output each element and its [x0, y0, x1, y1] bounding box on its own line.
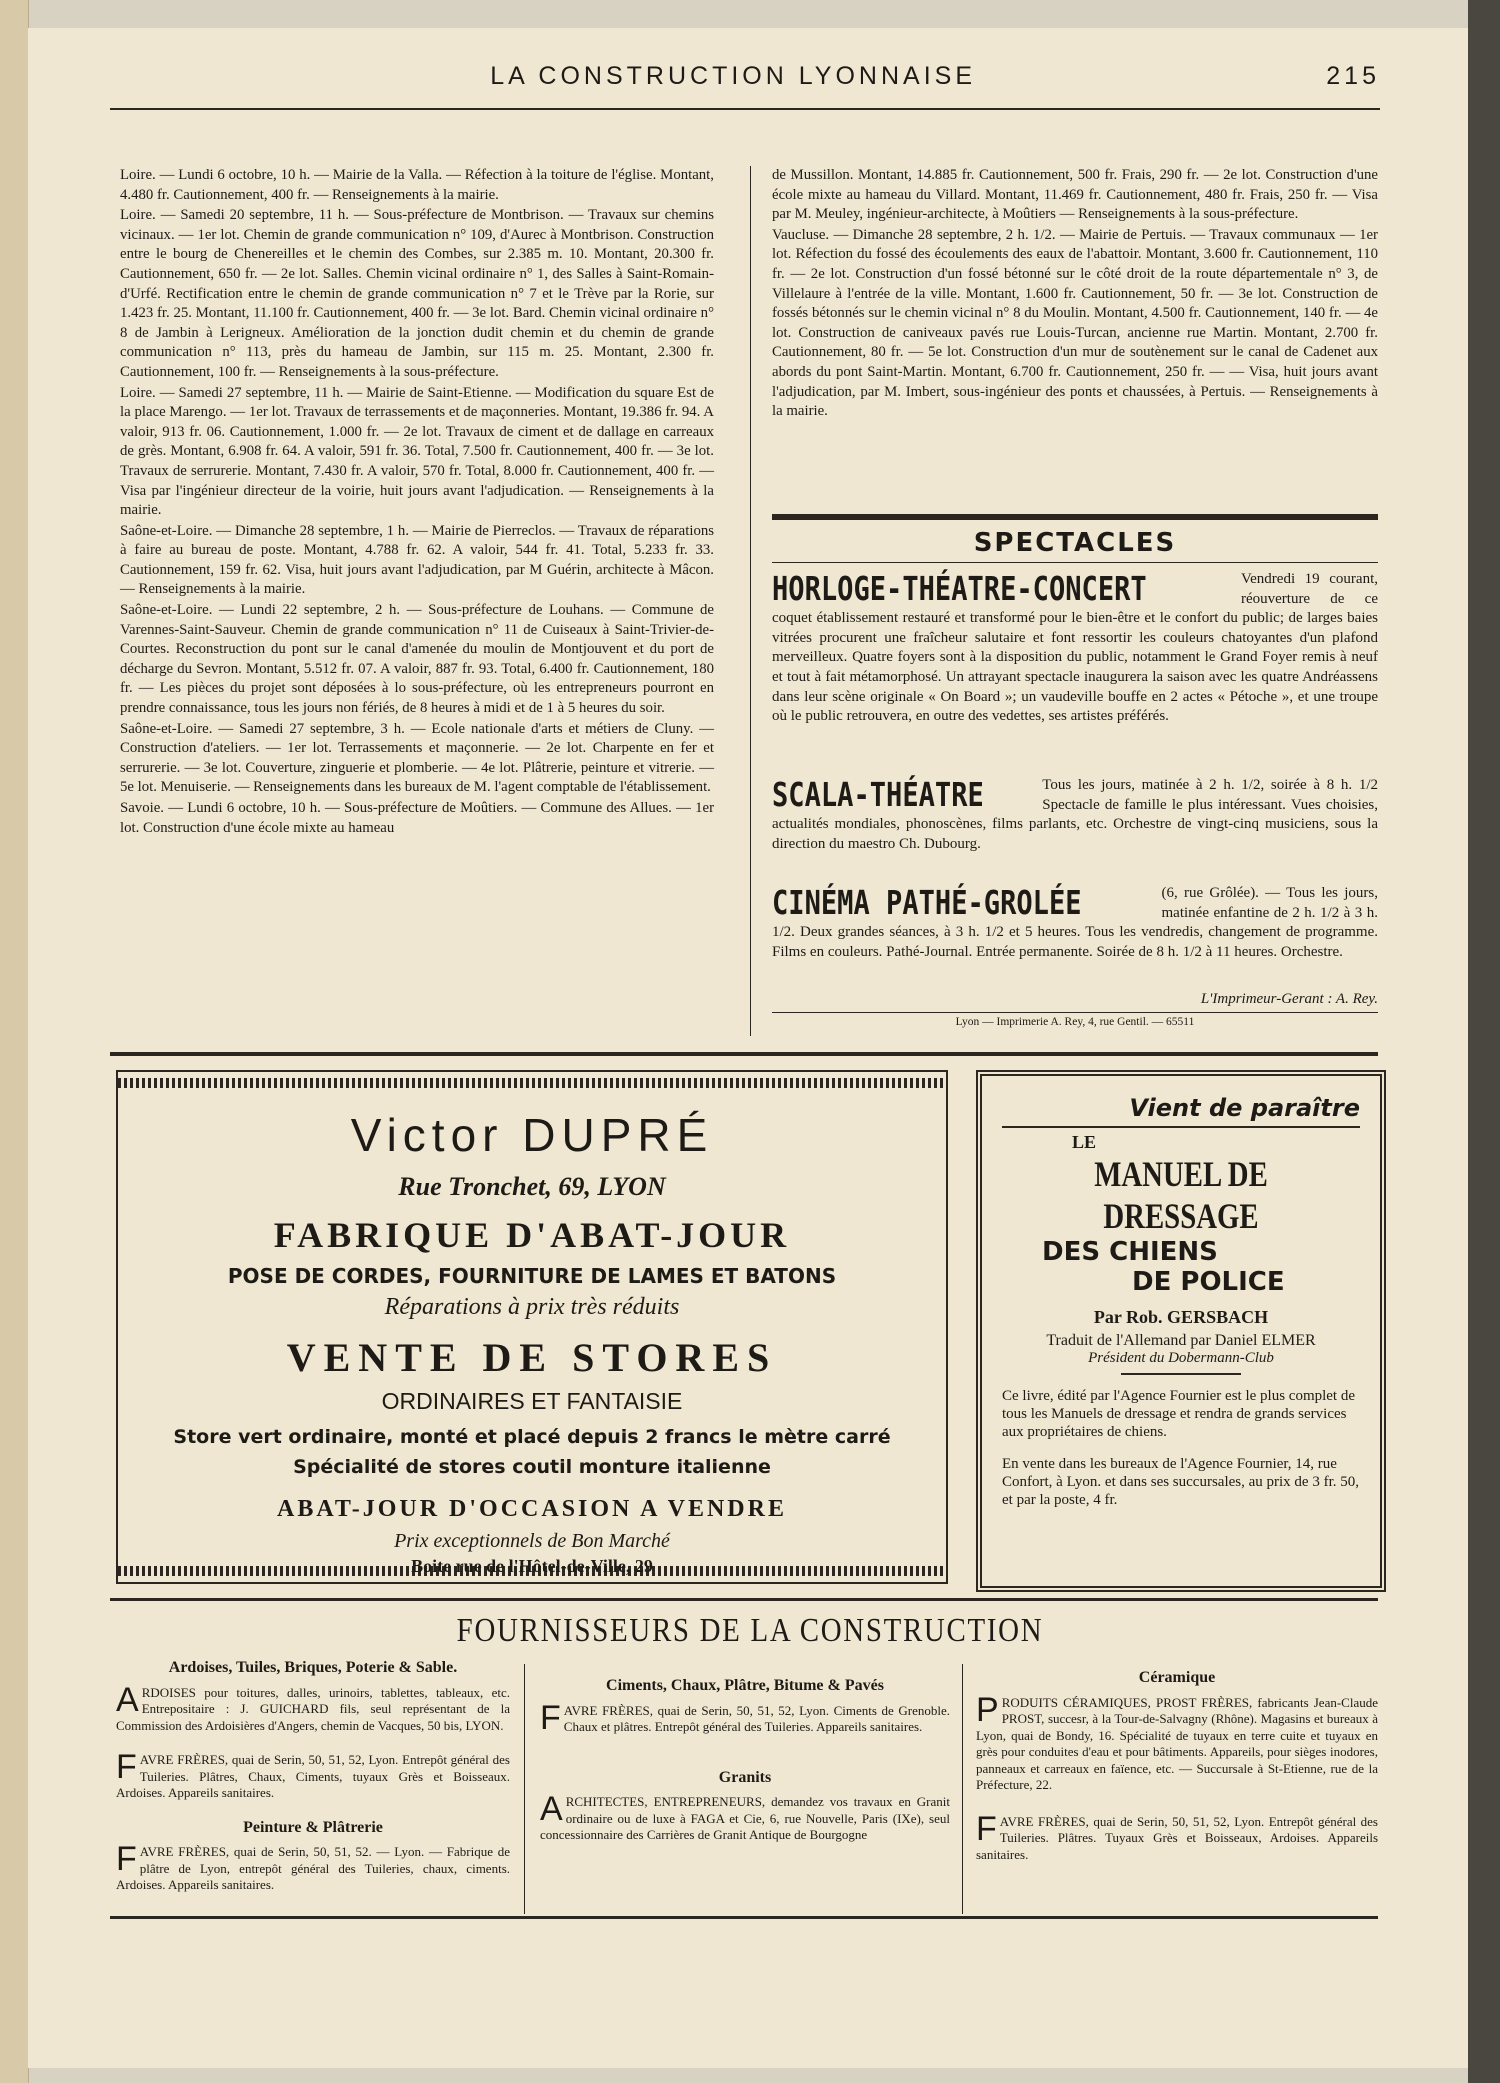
- category-heading: Ciments, Chaux, Plâtre, Bitume & Pavés: [606, 1677, 884, 1694]
- ad-line: Réparations à prix très réduits: [384, 1294, 680, 1320]
- category-heading: Granits: [718, 1768, 772, 1786]
- section-rule: [110, 1052, 1378, 1056]
- supplier-entry: [540, 1790, 950, 1844]
- manuel-paragraph: En vente dans les bureaux de l'Agence Fournier, 14, rue Confort, à Lyon. et dans ses succursales, au prix de 3 fr. 50, et par la poste, 4 fr.: [1002, 1456, 1360, 1508]
- notice: Loire. — Lundi 6 octobre, 10 h. — Mairie de la Valla. — Réfection à la toiture de l'église. Montant, 4.480 fr. Cautionnement, 400 fr. — Renseignements à la mairie.: [120, 167, 714, 203]
- venue-horloge: [772, 570, 1378, 727]
- supplier-entry: [116, 1840, 510, 1894]
- drop-cap: P: [976, 1690, 999, 1729]
- fournisseurs-title: FOURNISSEURS DE LA CONSTRUCTION: [456, 1612, 1044, 1649]
- notice: Loire. — Samedi 27 septembre, 11 h. — Mairie de Saint-Etienne. — Modification du square Est de la place Marengo. — 1er lot. Travaux de terrassements et de maçonneries. Montant, 19.386 fr. 94. A valoir, 913 fr. 06. Cautionnement, 1.000 fr. — 2e lot. Travaux de ciment et de dallage en carreaux de grès. Montant, 6.908 fr. 64. A valoir, 591 fr. 36. Total, 7.500 fr. Cautionnement, 400 fr. — 3e lot. Travaux de serrurerie. Montant, 7.430 fr. A valoir, 570 fr. Total, 8.000 fr. Cautionnement, 400 fr. — Visa par l'ingénieur directeur de la voirie, huit jours avant l'adjudication. — Renseignements à la mairie.: [120, 384, 714, 519]
- manuel-title: MANUEL DE DRESSAGE: [1094, 1154, 1268, 1236]
- drop-cap: A: [116, 1680, 139, 1719]
- publication-title: LA CONSTRUCTION LYONNAISE: [490, 62, 976, 90]
- supplier-entry: [116, 1680, 510, 1735]
- supplier-text: RDOISES pour toitures, dalles, urinoirs, tablettes, tableaux, etc. Entrepositaire : J. GUICHARD fils, seul représentant de la Commission des Ardoisières d'Angers, chemin de Vacques, 50 bis, LYON.: [116, 1684, 510, 1733]
- spectacles-rule: [772, 562, 1378, 563]
- running-header: [80, 62, 1380, 91]
- right-column: [772, 166, 1378, 423]
- drop-cap: A: [540, 1790, 563, 1828]
- ad-name: Victor DUPRÉ: [350, 1109, 714, 1161]
- drop-cap: F: [116, 1840, 137, 1878]
- left-column: [120, 166, 714, 839]
- venue-pathe: [772, 884, 1378, 962]
- page-number: 215: [1326, 62, 1380, 90]
- notice: Saône-et-Loire. — Dimanche 28 septembre, 1 h. — Mairie de Pierreclos. — Travaux de réparations à faire au bureau de poste. Montant, 4.788 fr. 62. A valoir, 544 fr. 41. Total, 5.233 fr. 33. Cautionnement, 159 fr. 62. Visa, huit jours avant l'adjudication, par M Guérin, architecte à Mâcon. — Renseignements à la mairie.: [120, 522, 714, 598]
- supplier-text: AVRE FRÈRES, quai de Serin, 50, 51, 52, Lyon. Entrepôt général des Tuileries. Plâtres, Chaux, Ciments, tuyaux Grès et Boisseaux. Ardoises. Appareils sanitaires.: [116, 1752, 510, 1800]
- ad-line: Prix exceptionnels de Bon Marché: [394, 1530, 670, 1552]
- column-divider: [750, 166, 751, 1036]
- manuel-advertisement: [976, 1070, 1386, 1592]
- section-rule: [110, 1598, 1378, 1601]
- manuel-role: Président du Dobermann-Club: [1088, 1350, 1274, 1366]
- supplier-text: AVRE FRÈRES, quai de Serin, 50, 51, 52, Lyon. Ciments de Grenoble. Chaux et plâtres. Entrepôt général des Tuileries. Appareils sanitaires.: [563, 1702, 950, 1734]
- drop-cap: F: [116, 1748, 137, 1786]
- supplier-text: AVRE FRÈRES, quai de Serin, 50, 51, 52, Lyon. Entrepôt général des Tuileries. Plâtres. Tuyaux Grès et Boisseaux, Ardoises. Appareils sanitaires.: [976, 1813, 1378, 1862]
- ad-line: ABAT-JOUR D'OCCASION A VENDRE: [277, 1496, 787, 1522]
- header-spacer: [80, 62, 140, 91]
- venue-scala: [772, 776, 1378, 854]
- ad-line: POSE DE CORDES, FOURNITURE DE LAMES ET BATONS: [227, 1264, 837, 1288]
- supplier-text: AVRE FRÈRES, quai de Serin, 50, 51, 52. — Lyon. — Fabrique de plâtre de Lyon, entrepôt général des Tuileries, chaux, ciments. Ardoises. Appareils sanitaires.: [116, 1844, 510, 1892]
- manuel-sub2: DE POLICE: [1132, 1267, 1285, 1297]
- notice: de Mussillon. Montant, 14.885 fr. Cautionnement, 500 fr. Frais, 290 fr. — 2e lot. Construction d'une école mixte au hameau du Villard. Montant, 11.469 fr. Cautionnement, 480 fr. Frais, 250 fr. — Visa par M. Meuley, ingénieur-architecte, à Moûtiers — Renseignements à la sous-préfecture.: [772, 167, 1378, 223]
- category-heading: Céramique: [1138, 1669, 1216, 1686]
- manuel-author: Par Rob. GERSBACH: [1093, 1307, 1269, 1327]
- signoff-rule: [772, 1012, 1378, 1013]
- venue-name: CINÉMA PATHÉ-GROLÉE: [772, 883, 1082, 922]
- fournisseurs-col3: [976, 1660, 1378, 1881]
- book-gutter: [0, 0, 29, 2083]
- notice: Saône-et-Loire. — Samedi 27 septembre, 3 h. — Ecole nationale d'arts et métiers de Cluny. — Construction d'ateliers. — 1er lot. Terrassements et maçonnerie. — 2e lot. Charpente en fer et serrurerie. — 3e lot. Couverture, zinguerie et plomberie. — 4e lot. Plâtrerie, peinture et vitrerie. — 5e lot. Menuiserie. — Renseignements dans les bureaux de M. l'agent comptable de l'établissement.: [120, 720, 714, 796]
- supplier-entry: [976, 1809, 1378, 1864]
- spectacles-heading: SPECTACLES: [973, 528, 1177, 558]
- notice: Vaucluse. — Dimanche 28 septembre, 2 h. 1/2. — Mairie de Pertuis. — Travaux communaux — 1er lot. Réfection du fossé des écoulements des eaux de l'abattoir. Montant, 3.600 fr. Cautionnement, 110 fr. — 2e lot. Construction d'un fossé bétonné sur le côté droit de la route départementale n° 3, de Villelaure à l'entrée de la ville. Montant, 1.600 fr. Cautionnement, 50 fr. — 3e lot. Construction de fossés bétonnés sur le chemin vicinal n° 8 du Moulin. Montant, 4.500 fr. Cautionnement, 140 fr. — 4e lot. Construction de caniveaux pavés rue Louis-Turcan, ancienne rue Martin. Montant, 2.700 fr. Cautionnement, 80 fr. — 5e lot. Construction d'un mur de soutènement sur le canal de Cadenet aux abords du pont Saint-Martin. Montant, 6.700 fr. Cautionnement, 250 fr. — — Visa, huit jours avant l'adjudication, par M. Imbert, sous-ingénieur des ponts et chaussées, à Pertuis. — Renseignements à la mairie.: [772, 226, 1378, 420]
- manuel-sub1: DES CHIENS: [1042, 1237, 1218, 1267]
- printer-line: Lyon — Imprimerie A. Rey, 4, rue Gentil. — 65511: [955, 1016, 1195, 1028]
- column-divider: [962, 1664, 963, 1914]
- venue-text: Tous les jours, matinée à 2 h. 1/2, soirée à 8 h. 1/2 Spectacle de famille le plus intéressant. Vues choisies, actualités mondiales, phonoscènes, films parlants, etc. Orchestre de vingt-cinq musiciens, sous la direction du maestro Ch. Dubourg.: [772, 777, 1378, 852]
- manuel-paragraph: Ce livre, édité par l'Agence Fournier est le plus complet de tous les Manuels de dressage et rendra de grands services aux propriétaires de chiens.: [1002, 1388, 1356, 1440]
- signoff: L'Imprimeur-Gerant : A. Rey.: [1200, 991, 1378, 1007]
- notice: Saône-et-Loire. — Lundi 22 septembre, 2 h. — Sous-préfecture de Louhans. — Commune de Varennes-Saint-Sauveur. Chemin de grande communication n° 11 de Cuiseaux à Saint-Trivier-de-Courtes. Reconstruction du pont sur le canal d'amenée du moulin de Montjouvent et du port de décharge du Sevron. Montant, 5.512 fr. 07. A valoir, 887 fr. 93. Total, 6.400 fr. Cautionnement, 180 fr. — Les pièces du projet sont déposées à lo sous-préfecture, où les entrepreneurs pourront en prendre connaissance, tous les jours non fériés, de 8 heures à midi et de 1 à 5 heures du soir.: [120, 602, 714, 717]
- drop-cap: F: [976, 1809, 997, 1848]
- ad-line: Boite rue de l'Hôtel-de-Ville, 29: [411, 1556, 653, 1576]
- notice: Loire. — Samedi 20 septembre, 11 h. — Sous-préfecture de Montbrison. — Travaux sur chemins vicinaux. — 1er lot. Chemin de grande communication n° 109, d'Aurec à Montbrison. Construction entre le bourg de Chenereilles et le chemin des Combes, sur 2.385 m. 10. Montant, 20.300 fr. Cautionnement, 650 fr. — 2e lot. Salles. Chemin vicinal ordinaire n° 1, des Salles à Saint-Romain-d'Urfé. Rectification entre le chemin de grande communication n° 7 et le Trève par la Rorie, sur 1.423 fr. 25. Montant, 11.100 fr. Cautionnement, 400 fr. — 3e lot. Bard. Chemin vicinal ordinaire n° 8 de Jambin à Lerigneux. Amélioration de la jonction dudit chemin et du chemin de grande communication n° 113, près du hameau de Jambin, sur 115 m. 25. Montant, 2.300 fr. Cautionnement, 100 fr. — Renseignements à la sous-préfecture.: [120, 207, 714, 380]
- spectacles-band: [772, 514, 1378, 520]
- ad-line: VENTE DE STORES: [286, 1335, 778, 1380]
- bottom-rule: [110, 1916, 1378, 1919]
- top-border-bars: [118, 1078, 946, 1088]
- ad-line: ORDINAIRES ET FANTAISIE: [381, 1388, 683, 1414]
- column-divider: [524, 1664, 525, 1914]
- manuel-divider: [1121, 1373, 1241, 1375]
- header-rule: [110, 108, 1380, 110]
- supplier-entry: [540, 1698, 950, 1737]
- supplier-text: RODUITS CÉRAMIQUES, PROST FRÈRES, fabricants Jean-Claude PROST, succesr, à la Tour-de-Salvagny (Rhône). Magasins et bureaux à Lyon, quai de Bondy, 16. Spécialité de tuyaux en terre cuite et tuyaux en grès pour conduites d'eau et pour bâtiments. Appareils, pour sièges inodores, panneaux et carreaux en faïence, etc. — Succursale à St-Etienne, rue de la Préfecture, 22.: [976, 1694, 1378, 1792]
- ad-address: Rue Tronchet, 69, LYON: [398, 1172, 666, 1201]
- ad-line: Store vert ordinaire, monté et placé depuis 2 francs le mètre carré: [173, 1426, 891, 1448]
- page-edge: [1468, 0, 1500, 2083]
- venue-name: HORLOGE-THÉATRE-CONCERT: [772, 569, 1147, 608]
- supplier-entry: [976, 1690, 1378, 1794]
- manuel-le: LE: [1072, 1132, 1097, 1152]
- notice: Savoie. — Lundi 6 octobre, 10 h. — Sous-préfecture de Moûtiers. — Commune des Allues. — 1er lot. Construction d'une école mixte au hameau: [120, 800, 714, 836]
- manuel-kicker: Vient de paraître: [1002, 1094, 1360, 1128]
- fournisseurs-col1: [116, 1660, 510, 1912]
- venue-name: SCALA-THÉATRE: [772, 775, 984, 814]
- fournisseurs-col2: [540, 1660, 950, 1862]
- supplier-entry: [116, 1748, 510, 1802]
- ad-line: Spécialité de stores coutil monture italienne: [293, 1456, 771, 1478]
- category-heading: Peinture & Plâtrerie: [243, 1818, 383, 1836]
- category-heading: Ardoises, Tuiles, Briques, Poterie & Sable.: [168, 1659, 458, 1676]
- drop-cap: F: [540, 1698, 561, 1737]
- venue-text: Vendredi 19 courant, réouverture de ce coquet établissement restauré et transformé pour le bien-être et le confort du public; de larges baies vitrées procurent une fraîcheur salutaire et font ressortir les couleurs chatoyantes d'un plafond merveilleux. Quatre foyers sont à la disposition du public, notamment le Grand Foyer remis à neuf et tout à fait métamorphosé. Un attrayant spectacle inaugurera la saison avec les quatre Andréassens dans leur scène originale « On Board »; un vaudeville bouffe en 2 actes « Pétoche », et une troupe où le public retrouvera, en outre des vedettes, ses artistes préférés.: [772, 571, 1378, 725]
- dupre-advertisement: [116, 1070, 948, 1584]
- manuel-content: [1002, 1094, 1360, 1509]
- manuel-translator: Traduit de l'Allemand par Daniel ELMER: [1046, 1332, 1316, 1349]
- ad-line: FABRIQUE D'ABAT-JOUR: [273, 1215, 791, 1255]
- venue-text: (6, rue Grôlée). — Tous les jours, matinée enfantine de 2 h. 1/2 à 3 h. 1/2. Deux grandes séances, à 3 h. 1/2 et 5 heures. Tous les vendredis, changement de programme. Films en couleurs. Pathé-Journal. Entrée permanente. Soirée de 8 h. 1/2 à 11 heures. Orchestre.: [772, 885, 1378, 960]
- supplier-text: RCHITECTES, ENTREPRENEURS, demandez vos travaux en Granit ordinaire ou de luxe à FAGA et Cie, 6, rue Nouvelle, Paris (IXe), seul concessionnaire des Carrières de Granit Antique de Bourgogne: [540, 1794, 950, 1842]
